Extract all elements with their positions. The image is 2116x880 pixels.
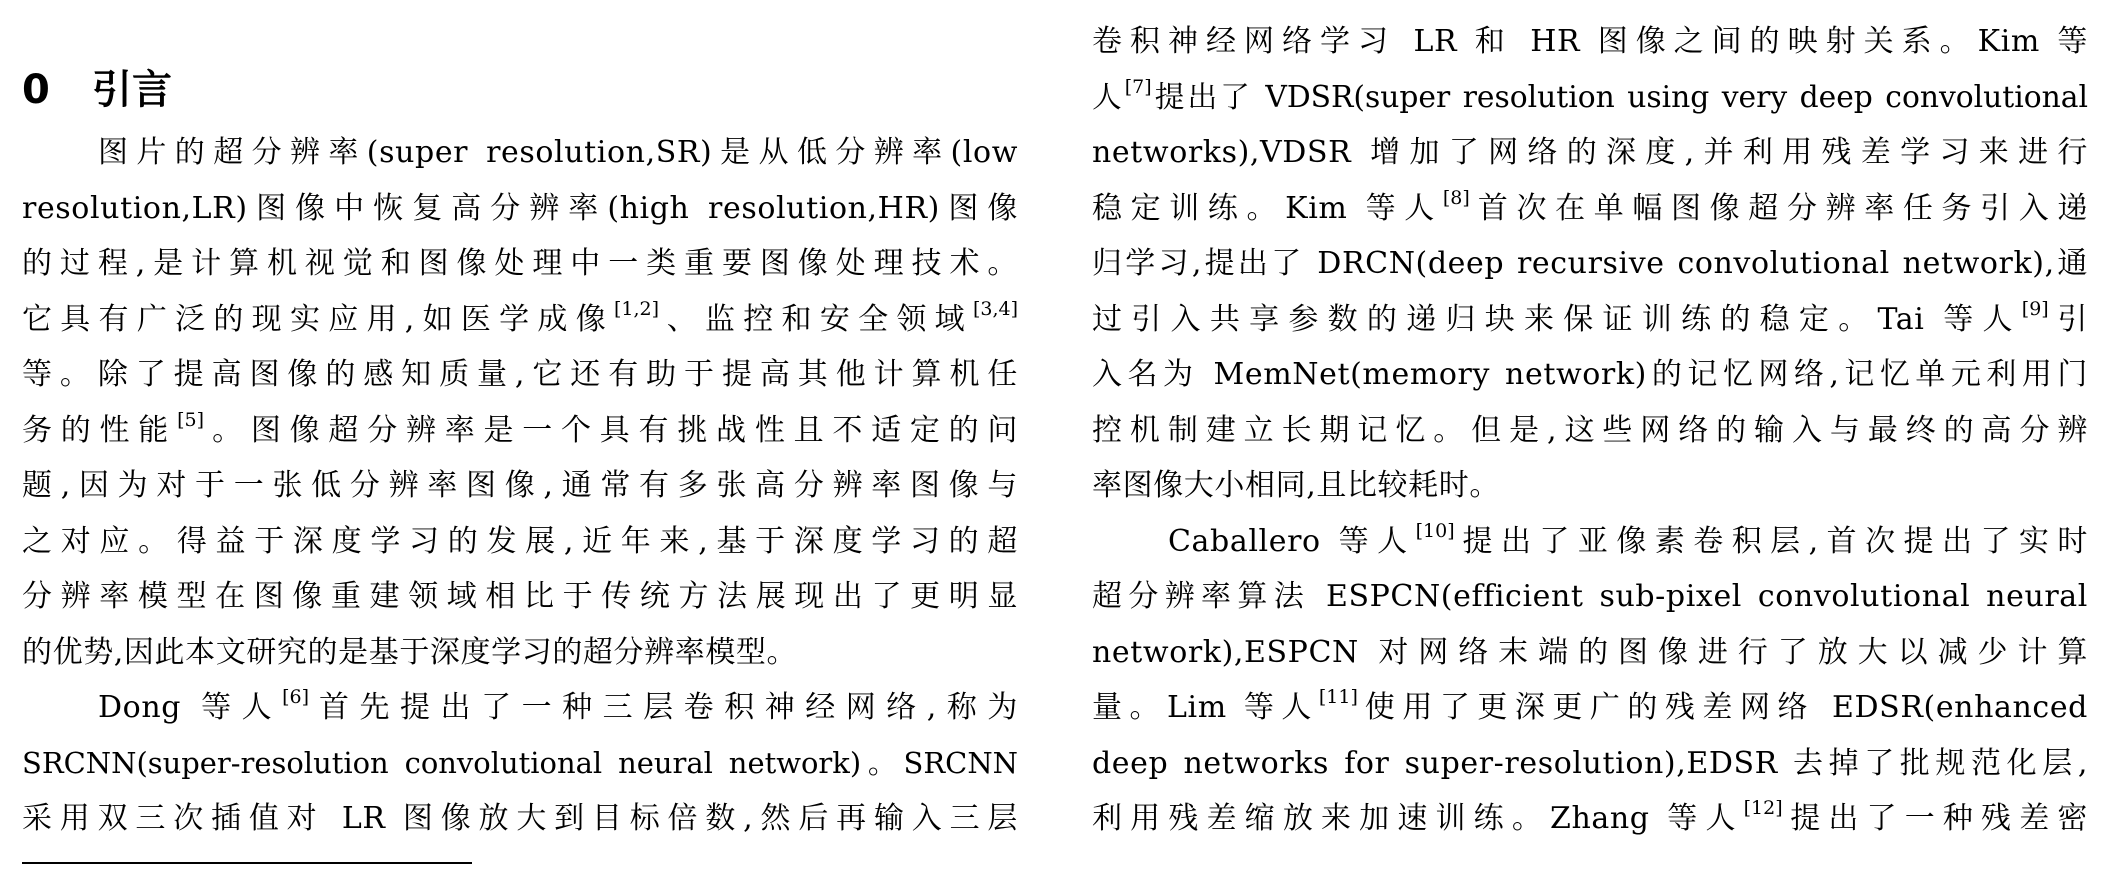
text-run: 稳定训练。Kim 等人 bbox=[1092, 190, 1443, 226]
text-run: 超分辨率算法 ESPCN(efficient sub-pixel convolutional neural bbox=[1092, 579, 2088, 614]
text-line bbox=[22, 791, 1018, 847]
text-line bbox=[22, 403, 1018, 459]
text-run: 提出了亚像素卷积层,首次提出了实时 bbox=[1454, 523, 2088, 559]
text-line bbox=[1092, 292, 2088, 348]
text-line bbox=[1092, 569, 2088, 625]
text-line bbox=[1092, 791, 2088, 847]
text-run: 分辨率模型在图像重建领域相比于传统方法展现出了更明显 bbox=[22, 579, 1018, 614]
text-run: 、监控和安全领域 bbox=[659, 301, 973, 337]
text-run: network),ESPCN 对网络末端的图像进行了放大以减少计算 bbox=[1092, 634, 2088, 670]
text-run: resolution,LR)图像中恢复高分辨率(high resolution,HR)图像 bbox=[22, 190, 1018, 226]
text-line bbox=[22, 458, 1018, 514]
text-line bbox=[1092, 403, 2088, 459]
text-run: 。图像超分辨率是一个具有挑战性且不适定的问 bbox=[203, 412, 1018, 448]
text-run: networks),VDSR 增加了网络的深度,并利用残差学习来进行 bbox=[1092, 135, 2088, 170]
citation-ref: [9] bbox=[2021, 297, 2049, 320]
citation-ref: [6] bbox=[282, 685, 310, 708]
citation-ref: [1,2] bbox=[614, 297, 660, 320]
citation-ref: [7] bbox=[1124, 75, 1152, 98]
text-line bbox=[22, 292, 1018, 348]
section-heading bbox=[22, 62, 172, 118]
text-run: 卷积神经网络学习 LR 和 HR 图像之间的映射关系。Kim 等 bbox=[1092, 24, 2088, 59]
section-title: 引言 bbox=[92, 67, 172, 113]
text-line bbox=[1092, 458, 2088, 514]
text-run: 采用双三次插值对 LR 图像放大到目标倍数,然后再输入三层 bbox=[22, 801, 1018, 836]
text-run: 控机制建立长期记忆。但是,这些网络的输入与最终的高分辨 bbox=[1092, 412, 2088, 448]
citation-ref: [10] bbox=[1415, 519, 1455, 542]
citation-ref: [8] bbox=[1442, 186, 1470, 209]
text-line bbox=[22, 236, 1018, 292]
text-line bbox=[1092, 14, 2088, 70]
text-run: 引 bbox=[2048, 301, 2088, 337]
section-number: 0 bbox=[22, 67, 50, 113]
text-line bbox=[1092, 347, 2088, 403]
text-line bbox=[1092, 236, 2088, 292]
footnote-rule bbox=[22, 862, 472, 864]
citation-ref: [3,4] bbox=[972, 297, 1018, 320]
text-line bbox=[22, 125, 1018, 181]
text-run: 题,因为对于一张低分辨率图像,通常有多张高分辨率图像与 bbox=[22, 468, 1018, 503]
text-line bbox=[22, 347, 1018, 403]
citation-ref: [12] bbox=[1743, 796, 1783, 819]
text-run: 等。除了提高图像的感知质量,它还有助于提高其他计算机任 bbox=[22, 357, 1018, 392]
text-run: 首次在单幅图像超分辨率任务引入递 bbox=[1469, 190, 2088, 226]
text-run: 过引入共享参数的递归块来保证训练的稳定。Tai 等人 bbox=[1092, 301, 2022, 337]
text-run: Dong 等人 bbox=[98, 690, 283, 725]
text-line bbox=[22, 181, 1018, 237]
text-line bbox=[1092, 125, 2088, 181]
text-run: 利用残差缩放来加速训练。Zhang 等人 bbox=[1092, 801, 1744, 836]
text-line bbox=[22, 569, 1018, 625]
text-run: 入名为 MemNet(memory network)的记忆网络,记忆单元利用门 bbox=[1092, 357, 2088, 392]
text-line bbox=[1092, 625, 2088, 681]
text-run: 提出了一种残差密 bbox=[1782, 801, 2088, 836]
text-run: 它具有广泛的现实应用,如医学成像 bbox=[22, 301, 614, 337]
text-run: 量。Lim 等人 bbox=[1092, 690, 1319, 725]
text-run: 率图像大小相同,且比较耗时。 bbox=[1092, 468, 1500, 503]
text-run: 提出了 VDSR(super resolution using very deep convolutional bbox=[1151, 79, 2089, 115]
text-run: 图片的超分辨率(super resolution,SR)是从低分辨率(low bbox=[98, 135, 1018, 170]
text-run: 人 bbox=[1092, 79, 1125, 115]
text-line bbox=[1092, 181, 2088, 237]
text-run: 首先提出了一种三层卷积神经网络,称为 bbox=[309, 690, 1018, 725]
text-line bbox=[22, 625, 1018, 681]
text-run: deep networks for super-resolution),EDSR 去掉了批规范化层, bbox=[1092, 745, 2088, 781]
text-run: 使用了更深更广的残差网络 EDSR(enhanced bbox=[1357, 690, 2088, 725]
text-run: SRCNN(super-resolution convolutional neural network)。SRCNN bbox=[22, 745, 1018, 780]
citation-ref: [5] bbox=[177, 408, 204, 431]
text-run: 的过程,是计算机视觉和图像处理中一类重要图像处理技术。 bbox=[22, 246, 1018, 281]
text-run: Caballero 等人 bbox=[1168, 523, 1416, 559]
text-line bbox=[1092, 514, 2088, 570]
text-line bbox=[1092, 680, 2088, 736]
text-line bbox=[1092, 70, 2088, 126]
text-line bbox=[22, 680, 1018, 736]
text-run: 归学习,提出了 DRCN(deep recursive convolutional network),通 bbox=[1092, 246, 2088, 281]
text-line bbox=[1092, 736, 2088, 792]
text-run: 之对应。得益于深度学习的发展,近年来,基于深度学习的超 bbox=[22, 523, 1018, 559]
text-line bbox=[22, 514, 1018, 570]
text-line bbox=[22, 736, 1018, 792]
text-run: 的优势,因此本文研究的是基于深度学习的超分辨率模型。 bbox=[22, 634, 798, 670]
text-run: 务的性能 bbox=[22, 412, 178, 448]
citation-ref: [11] bbox=[1318, 685, 1358, 708]
